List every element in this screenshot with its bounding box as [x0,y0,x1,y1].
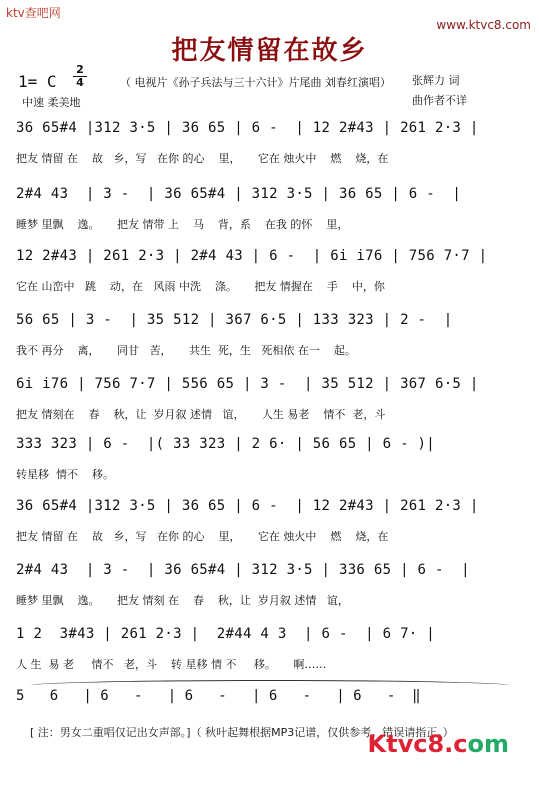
notation-line: 333 323 | 6 - |( 33 323 | 2 6· | 56 65 | 6 - )| [16,436,435,452]
tempo-marking: 中速 柔美地 [22,96,81,109]
notation-line: 1 2 3#43 | 261 2·3 | 2#44 4 3 | 6 - | 6 7· | [16,626,435,642]
site-logo-left: ktv查吧网 [6,6,61,20]
composer: 曲作者不详 [412,94,467,107]
notation-line: 2#4 43 | 3 - | 36 65#4 | 312 3·5 | 336 65 | 6 - | [16,562,470,578]
footnote: [ 注：男女二重唱仅记出女声部。]（ 秋叶起舞根据MP3记谱，仅供参考。错误请指正。） [30,726,454,739]
lyric-line: 把友 情留 在 故 乡，写 在你 的心 里， 它在 烛火中 燃 烧，在 [16,152,389,165]
lyric-line: 睡梦 里飘 逸。 把友 情刻 在 春 秋，让 岁月叙 述情 谊， [16,594,349,607]
subtitle: （ 电视片《孙子兵法与三十六计》片尾曲 刘春红演唱） [120,76,391,89]
lyric-line: 转星移 情不 移。 [16,468,114,481]
notation-line: 36 65#4 |312 3·5 | 36 65 | 6 - | 12 2#43 | 261 2·3 | [16,120,479,136]
key-signature: 1= C [18,72,57,91]
notation-line: 36 65#4 |312 3·5 | 36 65 | 6 - | 12 2#43 | 261 2·3 | [16,498,479,514]
lyric-line: 把友 情刻在 春 秋，让 岁月叙 述情 谊， 人生 易老 情不 老，斗 [16,408,386,421]
final-notation-line: 5 6 | 6 - | 6 - | 6 - | 6 - ‖ [16,688,421,704]
song-title: 把友情留在故乡 [171,36,368,66]
notation-line: 56 65 | 3 - | 35 512 | 367 6·5 | 133 323 | 2 - | [16,312,453,328]
lyric-line: 把友 情留 在 故 乡，写 在你 的心 里， 它在 烛火中 燃 烧，在 [16,530,389,543]
lyricist: 张辉力 词 [412,74,460,87]
time-bottom: 4 [73,76,87,89]
notation-line: 2#4 43 | 3 - | 36 65#4 | 312 3·5 | 36 65 | 6 - | [16,186,462,202]
lyric-line: 它在 山峦中 跳 动，在 风雨 中洗 涤。 把友 情握在 手 中，你 [16,280,385,293]
time-signature [73,64,87,89]
brand-main: Ktvc8.c [367,730,468,758]
lyric-line: 人 生 易 老 情不 老，斗 转 星移 情 不 移。 啊…… [16,658,327,671]
lyric-line: 我不 再分 离， 同甘 苦， 共生 死，生 死相依 在一 起。 [16,344,356,357]
notation-line: 6i i76 | 756 7·7 | 556 65 | 3 - | 35 512 | 367 6·5 | [16,376,479,392]
notation-line: 12 2#43 | 261 2·3 | 2#4 43 | 6 - | 6i i76 | 756 7·7 | [16,248,488,264]
site-url[interactable]: www.ktvc8.com [436,18,531,32]
brand-tail: om [467,730,509,758]
lyric-line: 睡梦 里飘 逸。 把友 情带 上 马 背，系 在我 的怀 里， [16,218,349,231]
time-top: 2 [76,63,84,76]
brand-watermark [368,730,509,758]
